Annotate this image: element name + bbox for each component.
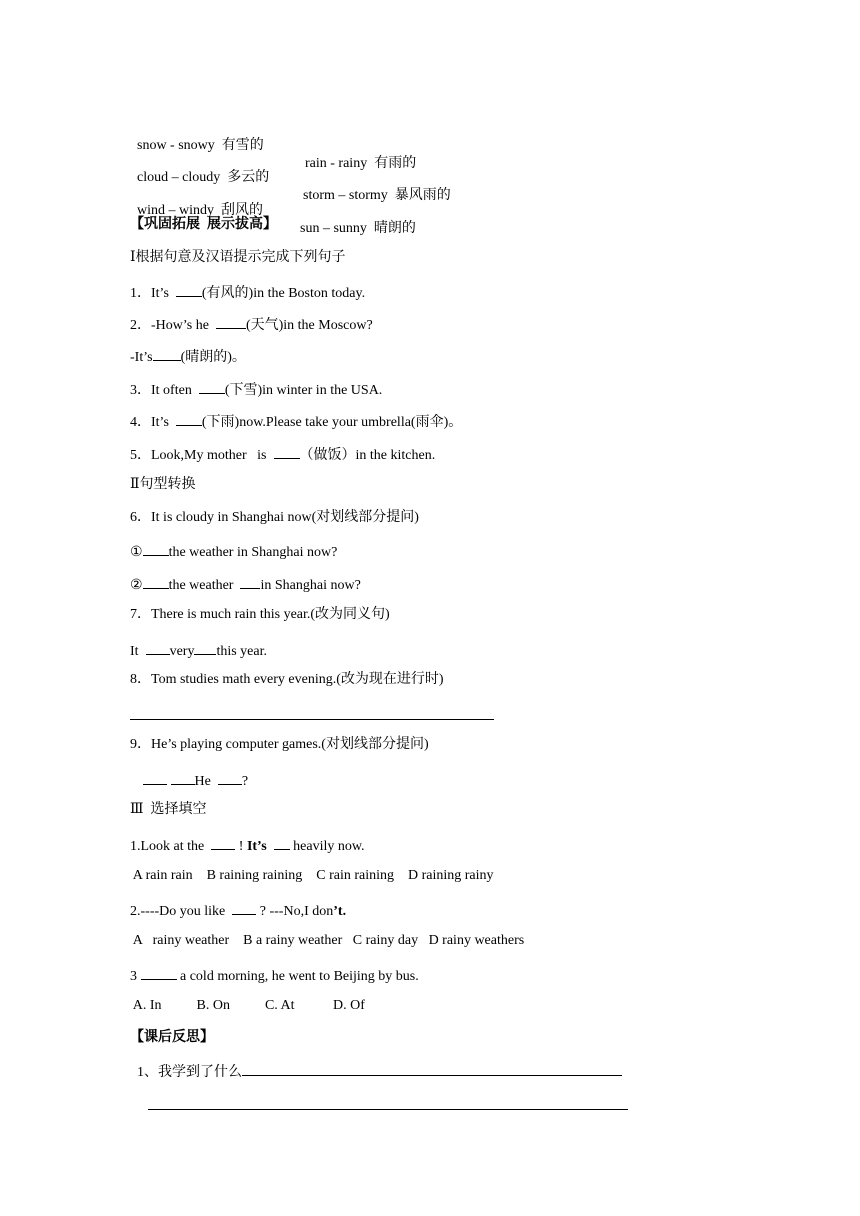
blank[interactable] bbox=[171, 770, 195, 785]
vocab-left: cloud – cloudy 多云的 bbox=[137, 170, 270, 185]
blank[interactable] bbox=[176, 411, 202, 426]
blank[interactable] bbox=[240, 574, 260, 589]
blank[interactable] bbox=[143, 541, 169, 556]
question-3: 3．It often (下雪)in winter in the USA. bbox=[130, 379, 382, 400]
question-6: 6．It is cloudy in Shanghai now(对划线部分提问) bbox=[130, 510, 419, 525]
blank[interactable] bbox=[274, 835, 290, 850]
blank[interactable] bbox=[216, 314, 246, 329]
question-9: 9．He’s playing computer games.(对划线部分提问) bbox=[130, 737, 429, 752]
blank[interactable] bbox=[274, 444, 300, 459]
question-4: 4．It’s (下雨)now.Please take your umbrella(雨伞)。 bbox=[130, 411, 462, 432]
blank[interactable] bbox=[211, 835, 235, 850]
blank[interactable] bbox=[232, 900, 256, 915]
vocab-right: storm – stormy 暴风雨的 bbox=[303, 188, 451, 203]
question-9a: He ? bbox=[143, 770, 248, 791]
answer-line[interactable] bbox=[130, 719, 494, 720]
question-2-answer: -It’s (晴朗的)。 bbox=[130, 346, 246, 367]
question-5: 5．Look,My mother is （做饭）in the kitchen. bbox=[130, 444, 435, 465]
blank[interactable] bbox=[146, 640, 170, 655]
question-7a: It very this year. bbox=[130, 640, 267, 661]
vocab-right: sun – sunny 晴朗的 bbox=[300, 221, 416, 236]
blank[interactable] bbox=[218, 770, 242, 785]
question-8: 8．Tom studies math every evening.(改为现在进行时) bbox=[130, 672, 444, 687]
vocab-right: rain - rainy 有雨的 bbox=[305, 156, 417, 171]
question-7: 7．There is much rain this year.(改为同义句) bbox=[130, 607, 390, 622]
answer-line[interactable] bbox=[148, 1109, 628, 1110]
question-2: 2．-How’s he (天气)in the Moscow? bbox=[130, 314, 373, 335]
question-6a: ① the weather in Shanghai now? bbox=[130, 541, 337, 562]
choice-1-options: A rain rain B raining raining C rain raining D raining rainy bbox=[130, 868, 494, 883]
part3-title: Ⅲ 选择填空 bbox=[130, 802, 207, 817]
blank[interactable] bbox=[194, 640, 216, 655]
blank[interactable] bbox=[141, 965, 177, 980]
choice-2: 2.----Do you like ? ---No,I don’t. bbox=[130, 900, 346, 921]
vocab-left: wind – windy 刮风的 bbox=[137, 203, 263, 218]
question-1: 1．It’s (有风的)in the Boston today. bbox=[130, 282, 365, 303]
blank[interactable] bbox=[153, 346, 181, 361]
section-consolidate: 【巩固拓展 展示拔高】 bbox=[130, 217, 277, 232]
blank[interactable] bbox=[143, 574, 169, 589]
answer-line[interactable] bbox=[242, 1061, 622, 1076]
blank[interactable] bbox=[199, 379, 225, 394]
blank[interactable] bbox=[176, 282, 202, 297]
choice-1: 1.Look at the ! It’s heavily now. bbox=[130, 835, 365, 856]
choice-2-options: A rainy weather B a rainy weather C rainy day D rainy weathers bbox=[130, 933, 525, 948]
reflect-1: 1、我学到了什么 bbox=[130, 1061, 622, 1082]
question-6b: ② the weather in Shanghai now? bbox=[130, 574, 361, 595]
section-reflect: 【课后反思】 bbox=[130, 1030, 214, 1045]
blank[interactable] bbox=[143, 770, 167, 785]
part1-title: Ⅰ根据句意及汉语提示完成下列句子 bbox=[130, 250, 346, 265]
vocab-left: snow - snowy 有雪的 bbox=[137, 138, 264, 153]
choice-3: 3 a cold morning, he went to Beijing by bus. bbox=[130, 965, 419, 986]
part2-title: Ⅱ句型转换 bbox=[130, 477, 196, 492]
choice-3-options: A. In B. On C. At D. Of bbox=[130, 998, 365, 1013]
